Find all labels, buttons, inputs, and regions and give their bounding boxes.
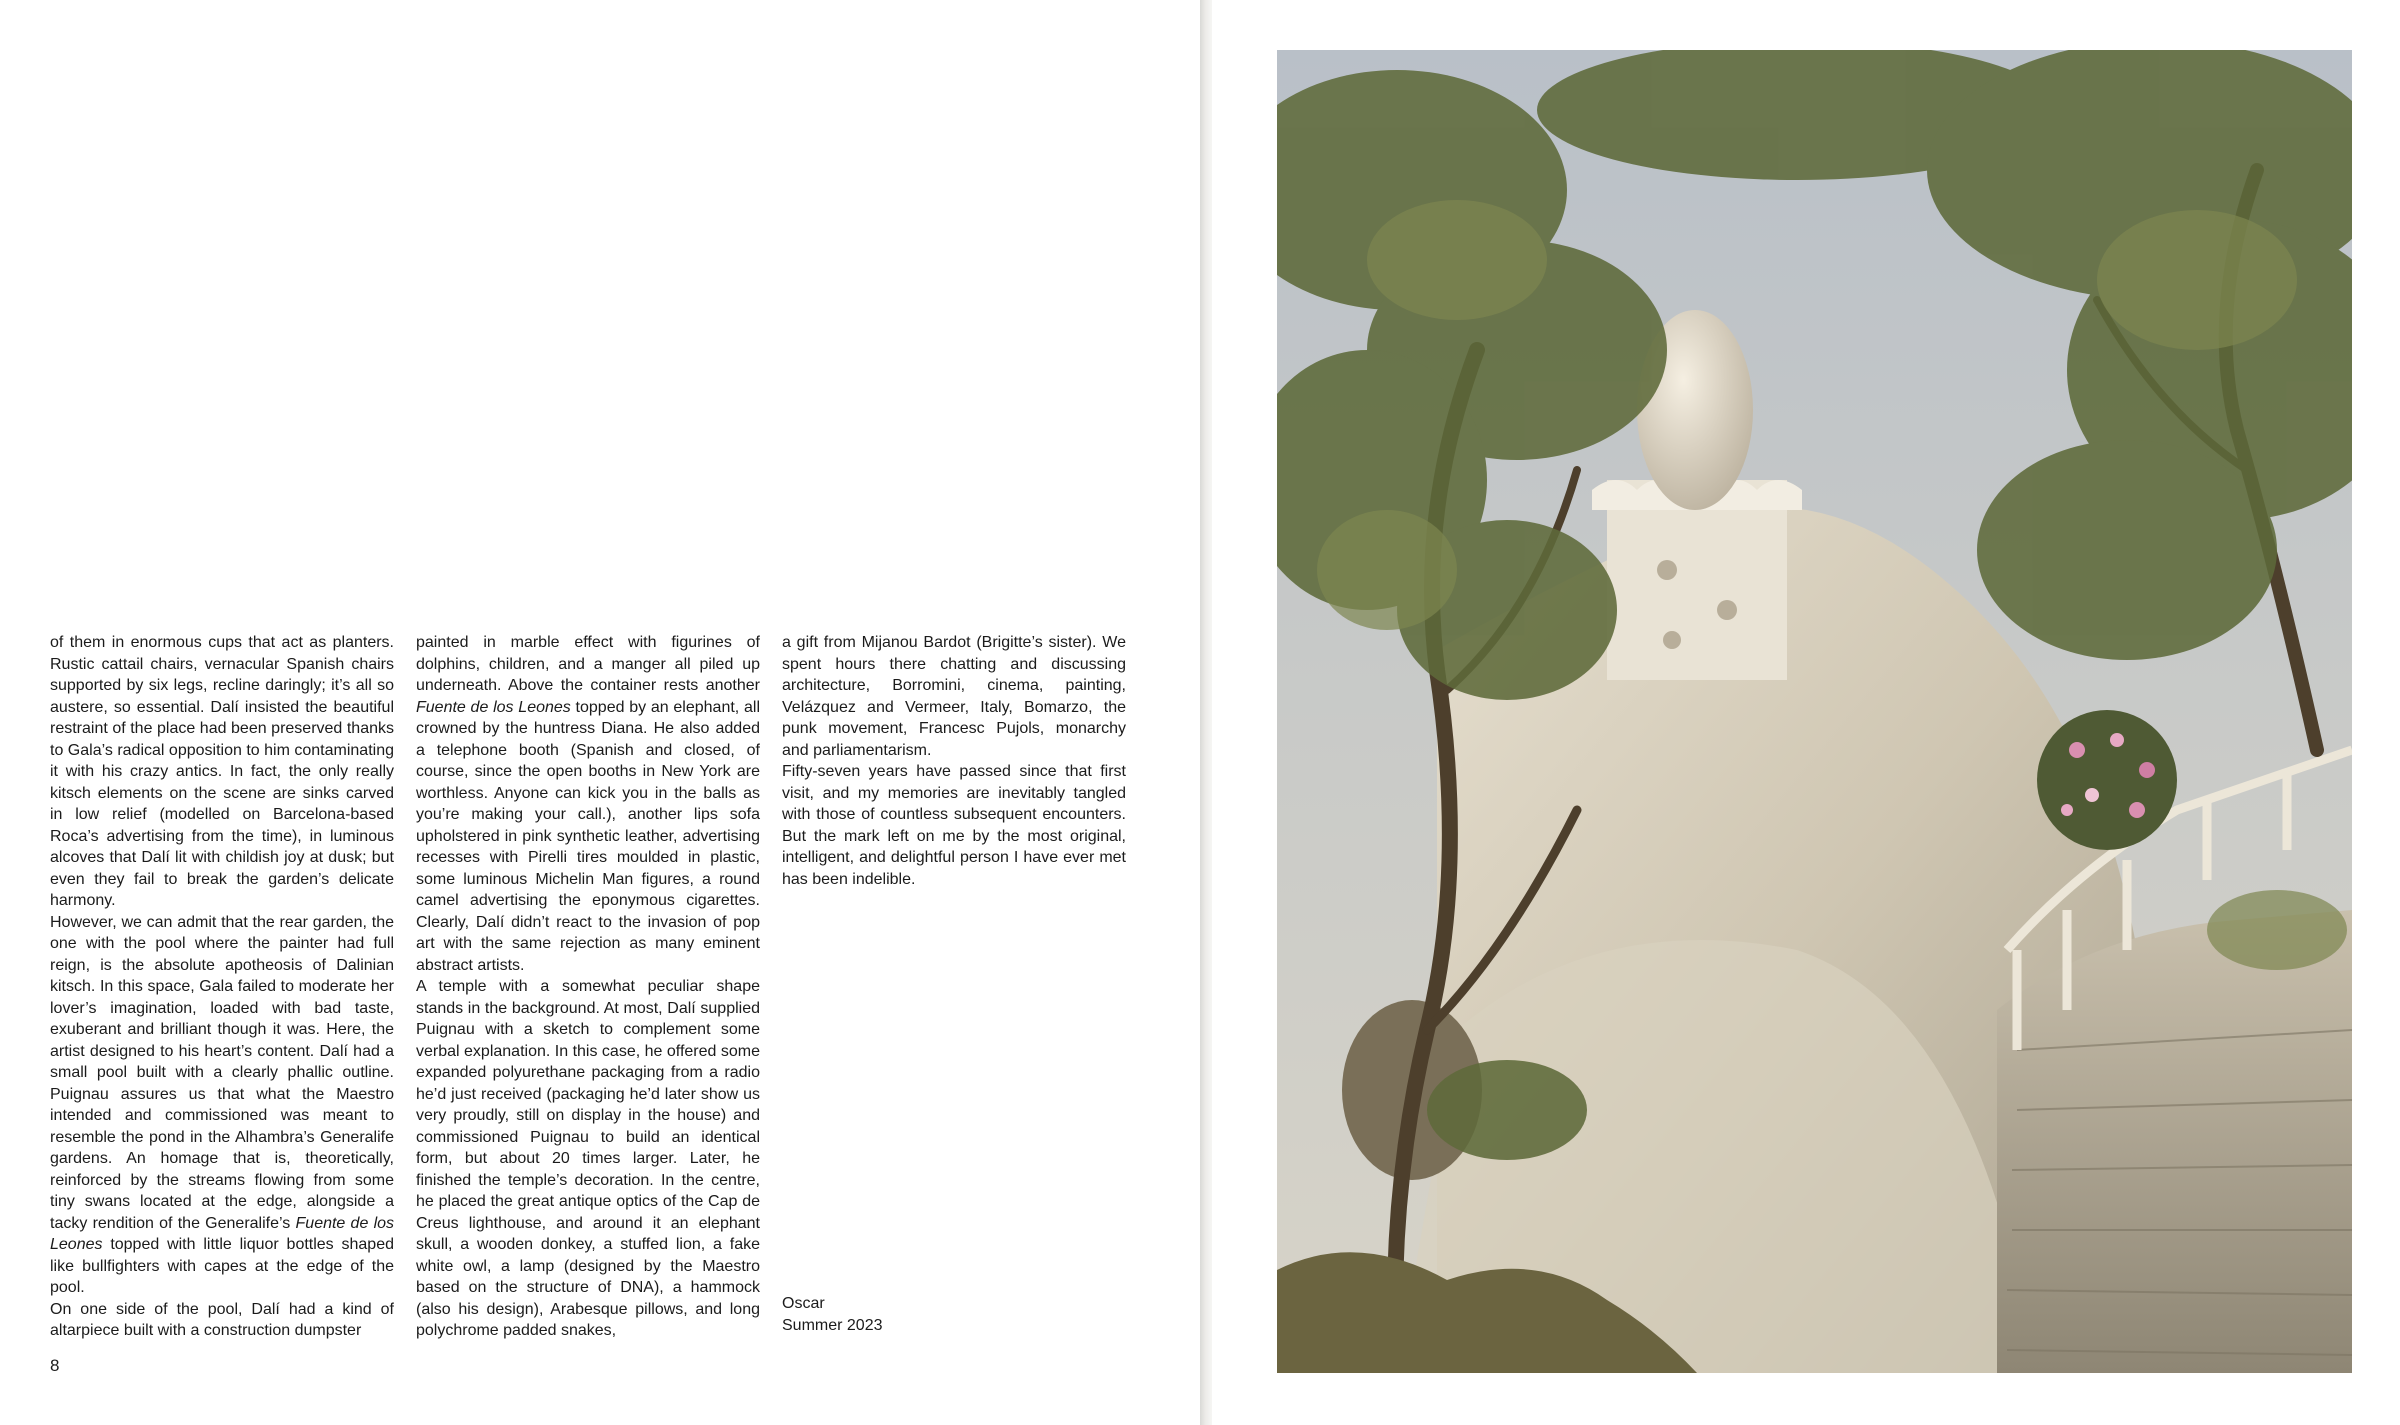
signature-date: Summer 2023: [782, 1316, 883, 1334]
paragraph: painted in marble effect with figurines of dolphins, children, and a manger all piled up underneath. Above the container rests another Fuente de los Leones topped by an elephant, all crowned by the huntress Diana. He also added a telephone booth (Spanish and closed, of course, since the open booths in New York are worthless. Anyone can kick you in the balls as you’re making your call.), another lips sofa upholstered in pink synthetic leather, advertising recesses with Pirelli tires moulded in plastic, some luminous Michelin Man figures, a round camel advertising the eponymous cigarettes. Clearly, Dalí didn’t react to the invasion of pop art with the same rejection as many eminent abstract artists.: [416, 634, 760, 974]
paragraph: of them in enormous cups that act as planters. Rustic cattail chairs, vernacular Spanish chairs supported by six legs, recline daringly; it’s all so austere, so essential. Dalí insisted the beautiful restraint of the place had been preserved thanks to Gala’s radical opposition to him contaminating it with his crazy antics. In fact, the only really kitsch elements on the scene are sinks carved in low relief (modelled on Barcelona-based Roca’s advertising from the time), in luminous alcoves that Dalí lit with childish joy at dusk; but even they fail to break the garden’s delicate harmony.: [50, 634, 394, 909]
text-column-3: [782, 632, 1126, 890]
paragraph: A temple with a somewhat peculiar shape stands in the background. At most, Dalí supplied Puignau with a sketch to complement some verbal explanation. In this case, he offered some expanded polyurethane packaging from a radio he’d just received (packaging he’d later show us very proudly, still on display in the house) and commissioned Puignau to build an identical form, but about 20 times larger. Later, he finished the temple’s decoration. In the centre, he placed the great antique optics of the Cap de Creus lighthouse, and around it an elephant skull, a wooden donkey, a stuffed lion, a fake white owl, a lamp (designed by the Maestro based on the structure of DNA), a hammock (also his design), Arabesque pillows, and long polychrome padded snakes,: [416, 978, 760, 1339]
garden-photograph: [1277, 50, 2352, 1373]
page-number: 8: [50, 1356, 60, 1375]
paragraph: However, we can admit that the rear garden, the one with the pool where the painter had full reign, is the absolute apotheosis of Dalinian kitsch. In this space, Gala failed to moderate her lover’s imagination, loaded with bad taste, exuberant and brilliant though it was. Here, the artist designed to his heart’s content. Dalí had a small pool built with a clearly phallic outline. Puignau assures us that what the Maestro intended and commissioned was meant to resemble the pond in the Alhambra’s Generalife gardens. An homage that is, theoretically, reinforced by the streams flowing from some tiny swans located at the edge, alongside a tacky rendition of the Generalife’s Fuente de los Leones topped with little liquor bottles shaped like bullfighters with capes at the edge of the pool.: [50, 913, 395, 1296]
paragraph: a gift from Mijanou Bardot (Brigitte’s sister). We spent hours there chatting and discussing architecture, Borromini, cinema, painting, Velázquez and Vermeer, Italy, Bomarzo, the punk movement, Francesc Pujols, monarchy and parliamentarism.: [782, 634, 1126, 759]
text-column-1: [50, 632, 394, 1342]
author-signature: [782, 1293, 883, 1336]
paragraph: Fifty-seven years have passed since that first visit, and my memories are inevitably tangled with those of countless subsequent encounters. But the mark left on me by the most original, intelligent, and delightful person I have ever met has been indelible.: [782, 763, 1126, 888]
italic-title: Fuente de los Leones: [50, 1214, 395, 1253]
book-gutter: [1200, 0, 1212, 1425]
italic-title: Fuente de los Leones: [416, 698, 571, 716]
text-column-2: [416, 632, 760, 1342]
paragraph: On one side of the pool, Dalí had a kind of altarpiece built with a construction dumpster: [50, 1300, 394, 1339]
author-name: Oscar: [782, 1295, 825, 1312]
